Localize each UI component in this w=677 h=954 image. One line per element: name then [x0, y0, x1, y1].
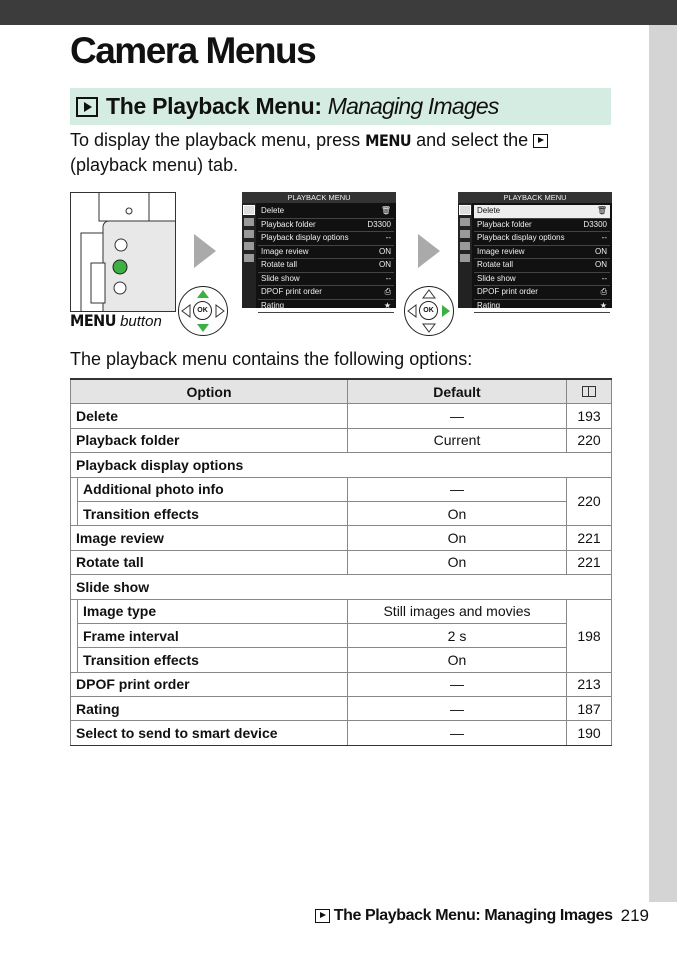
playback-icon — [76, 97, 98, 117]
sub-option-name: Image type — [78, 599, 348, 623]
table-row — [71, 501, 612, 525]
tab-recent-icon — [244, 254, 254, 262]
lcd-row: Slide show -- — [258, 273, 394, 287]
table-row — [71, 428, 612, 452]
lcd-row: Image review ON — [474, 246, 610, 260]
lcd-title: PLAYBACK MENU — [242, 192, 396, 203]
options-table — [70, 378, 612, 746]
footer-title: The Playback Menu: Managing Images — [333, 907, 613, 924]
tab-retouch-icon — [460, 242, 470, 250]
intro-part1: To display the playback menu, press — [70, 130, 361, 150]
figure — [70, 190, 615, 335]
table-row — [71, 404, 612, 428]
option-group-name: Slide show — [71, 575, 612, 599]
tab-retouch-icon — [244, 242, 254, 250]
table-row — [71, 453, 612, 477]
option-default: 2 s — [348, 623, 567, 647]
caption-menu-word: MENU — [70, 311, 116, 330]
lcd-row: DPOF print order ⎙ — [258, 286, 394, 300]
option-default: — — [348, 721, 567, 745]
lcd-row: Playback display options -- — [258, 232, 394, 246]
page-number: 219 — [620, 906, 649, 925]
section-header — [70, 88, 611, 125]
option-page: 220 — [567, 428, 612, 452]
header-option: Option — [71, 379, 348, 404]
option-default: On — [348, 648, 567, 672]
dpad-up-arrow-icon — [179, 287, 227, 335]
table-row — [71, 575, 612, 599]
playback-icon — [315, 909, 330, 923]
intro-text — [70, 128, 590, 178]
option-name: Playback folder — [71, 428, 348, 452]
option-page: 198 — [567, 599, 612, 672]
arrow-right-icon — [194, 234, 216, 268]
tab-setup-icon — [460, 230, 470, 238]
section-subtitle: Managing Images — [327, 93, 499, 119]
option-default: — — [348, 672, 567, 696]
book-icon — [582, 386, 596, 397]
option-default: On — [348, 501, 567, 525]
top-bar — [0, 0, 677, 25]
camera-body-icon — [71, 193, 175, 311]
page-title: Camera Menus — [70, 30, 316, 71]
tab-playback-icon — [244, 206, 254, 214]
multi-selector-icon — [404, 286, 454, 336]
page-footer — [315, 906, 649, 926]
table-row — [71, 648, 612, 672]
intro-part2: and select the — [416, 130, 529, 150]
tab-setup-icon — [244, 230, 254, 238]
lcd-rows — [258, 205, 394, 313]
option-name: Select to send to smart device — [71, 721, 348, 745]
lcd-rows — [474, 205, 610, 313]
lcd-tabs — [242, 203, 256, 308]
indent-cell — [71, 477, 78, 526]
option-page: 221 — [567, 550, 612, 574]
tab-playback-icon — [460, 206, 470, 214]
table-header-row — [71, 379, 612, 404]
lcd-row-selected: Delete 🗑 — [474, 205, 610, 219]
option-page: 193 — [567, 404, 612, 428]
option-name: Image review — [71, 526, 348, 550]
intro-part3: (playback menu) tab. — [70, 155, 239, 175]
table-row — [71, 623, 612, 647]
lcd-row: Slide show -- — [474, 273, 610, 287]
lcd-row: Rotate tall ON — [474, 259, 610, 273]
option-page: 190 — [567, 721, 612, 745]
lcd-screen-1 — [242, 192, 396, 308]
tab-shooting-icon — [244, 218, 254, 226]
table-row — [71, 697, 612, 721]
ok-button-icon: OK — [419, 301, 438, 320]
option-page: 213 — [567, 672, 612, 696]
dpad-right-arrow-icon — [405, 287, 453, 335]
option-default: — — [348, 697, 567, 721]
option-default: — — [348, 477, 567, 501]
lcd-row: DPOF print order ⎙ — [474, 286, 610, 300]
option-page: 220 — [567, 477, 612, 526]
option-page: 221 — [567, 526, 612, 550]
lcd-row: Playback display options -- — [474, 232, 610, 246]
indent-cell — [71, 599, 78, 672]
lcd-title: PLAYBACK MENU — [458, 192, 612, 203]
header-default: Default — [348, 379, 567, 404]
option-default: On — [348, 550, 567, 574]
multi-selector-icon — [178, 286, 228, 336]
table-row — [71, 599, 612, 623]
sub-option-name: Transition effects — [78, 648, 348, 672]
sub-option-name: Frame interval — [78, 623, 348, 647]
option-default: — — [348, 404, 567, 428]
lcd-row: Delete 🗑 — [258, 205, 394, 219]
table-row — [71, 526, 612, 550]
option-name: Delete — [71, 404, 348, 428]
lcd-row: Rotate tall ON — [258, 259, 394, 273]
tab-shooting-icon — [460, 218, 470, 226]
sub-option-name: Transition effects — [78, 501, 348, 525]
table-intro: The playback menu contains the following options: — [70, 349, 473, 369]
playback-icon — [533, 134, 548, 148]
lcd-tabs — [458, 203, 472, 308]
header-page — [567, 379, 612, 404]
caption-word: button — [120, 313, 162, 330]
camera-back-illustration — [70, 192, 176, 312]
table-row — [71, 550, 612, 574]
option-name: Rating — [71, 697, 348, 721]
lcd-row: Rating ★ — [258, 300, 394, 314]
lcd-row: Image review ON — [258, 246, 394, 260]
tab-recent-icon — [460, 254, 470, 262]
arrow-right-icon — [418, 234, 440, 268]
option-default: Still images and movies — [348, 599, 567, 623]
side-tab — [649, 25, 677, 902]
option-group-name: Playback display options — [71, 453, 612, 477]
table-row — [71, 477, 612, 501]
table-row — [71, 672, 612, 696]
option-default: On — [348, 526, 567, 550]
option-name: Rotate tall — [71, 550, 348, 574]
option-name: DPOF print order — [71, 672, 348, 696]
ok-button-icon: OK — [193, 301, 212, 320]
sub-option-name: Additional photo info — [78, 477, 348, 501]
lcd-row: Rating ★ — [474, 300, 610, 314]
option-default: Current — [348, 428, 567, 452]
lcd-row: Playback folder D3300 — [474, 219, 610, 233]
lcd-row: Playback folder D3300 — [258, 219, 394, 233]
lcd-screen-2 — [458, 192, 612, 308]
section-title: The Playback Menu: — [106, 93, 322, 119]
table-row — [71, 721, 612, 745]
menu-word: MENU — [365, 131, 412, 150]
menu-button-caption — [70, 311, 162, 330]
option-page: 187 — [567, 697, 612, 721]
